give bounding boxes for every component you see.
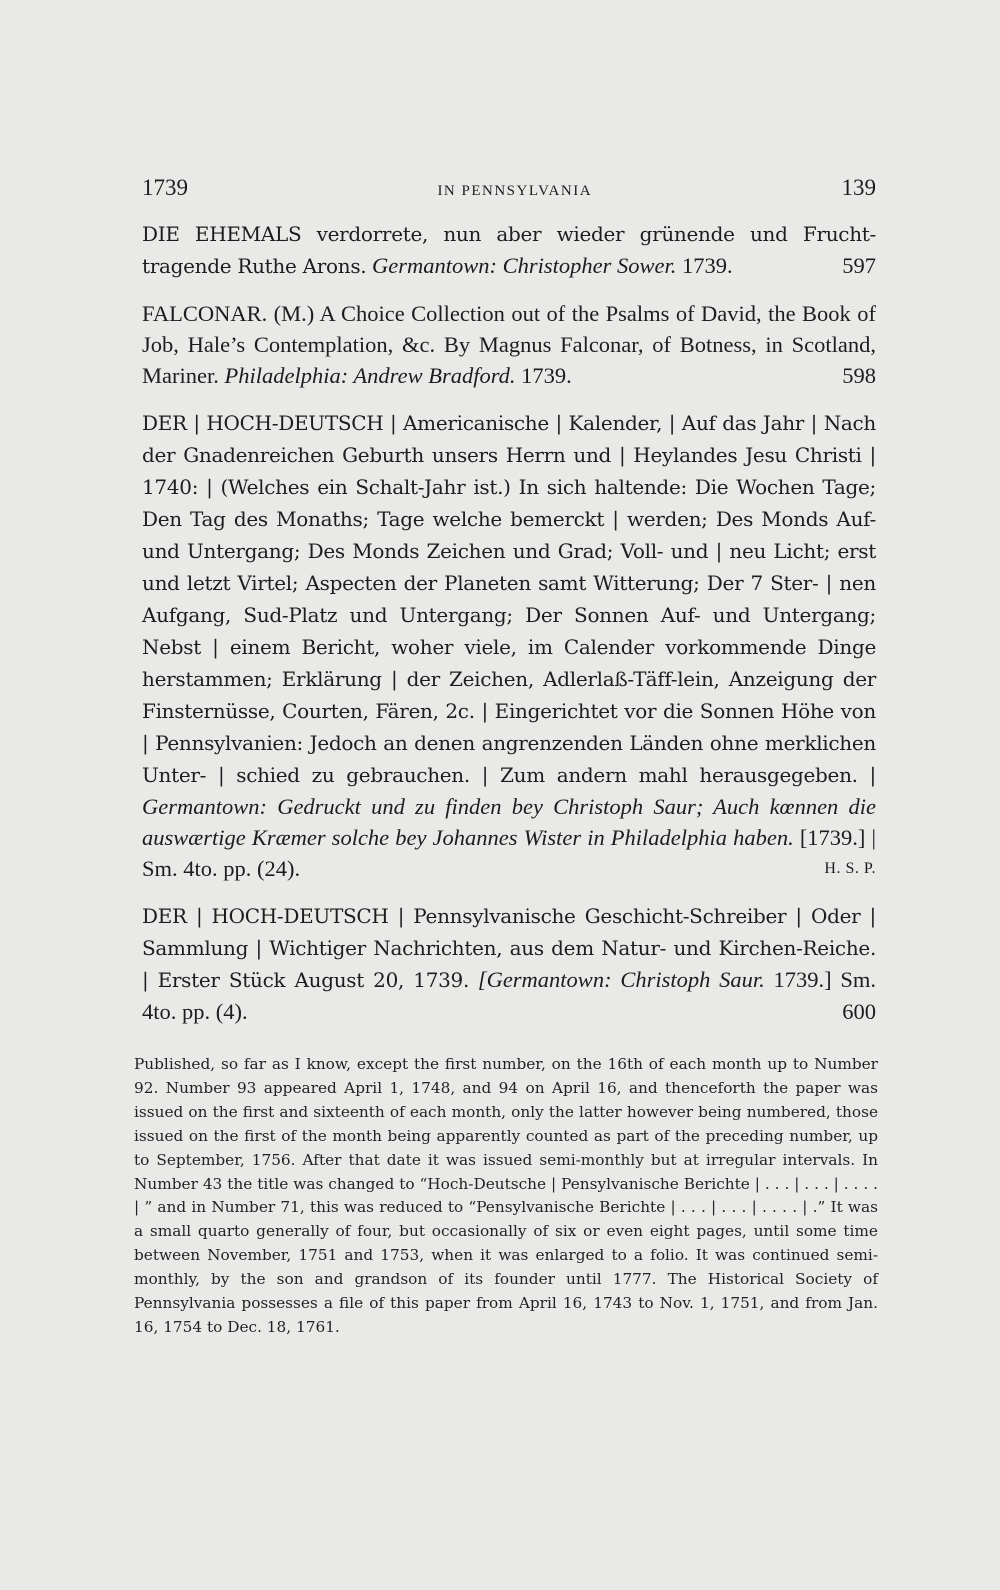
entry-imprint: Germantown: Christopher Sower. [371, 253, 677, 278]
note-text: Published, so far as I know, except the first number, on the 16th of each month up to Number 92. Number 93 appeared April 1, 1748, and 94 on April 16, and thenceforth the paper was issued on the first and sixteenth of each month, only the latter however being numbered, those issued on the first of the month being apparently counted as part of the preceding number, up to September, 1756. After that date it was issued semi-monthly but at irregular intervals. In Number 43 the title was changed to “Hoch-Deutsche | Pensylvanische Berichte | . . . | . . . | . . . . | ” and in Number 71, this was reduced to “Pensylvanische Berichte | . . . | . . . | . . . . | .” It was a small quarto generally of four, but occasionally of six or even eight pages, until some time between November, 1751 and 1753, when it was enlarged to a folio. It was continued semi-monthly, by the son and grandson of its founder until 1777. The Historical Society of Pennsylvania possesses a file of this paper from April 16, 1743 to Nov. 1, 1751, and from Jan. 16, 1754 to Dec. 18, 1761. [134, 1055, 878, 1336]
entry-title: DER | HOCH-DEUTSCH | Americanische | Kalender, | Auf das Jahr | Nach der Gnadenreichen Geburth unsers Herrn und | Heylandes Jesu Christi | 1740: | (Welches ein Schalt-Jahr ist.) In sich haltende: Die Wochen Tage; Den Tag des Monaths; Tage welche bemerckt | werden; Des Monds Auf- und Untergang; Des Monds Zeichen und Grad; Voll- und | neu Licht; erst und letzt Virtel; Aspecten der Planeten samt Witterung; Der 7 Ster- | nen Aufgang, Sud-Platz und Untergang; Der Sonnen Auf- und Untergang; Nebst | einem Bericht, woher viele, im Calender vorkommende Dinge herstammen; Erklärung | der Zeichen, Adlerlaß-Täff-lein, Anzeigung der Finsternüsse, Courten, Fären, 2c. | Eingerichtet vor die Sonnen Höhe von | Pennsylvanien: Jedoch an denen angrenzenden Länden ohne merklichen Unter- | schied zu gebrauchen. | Zum andern mahl herausgegeben. | [142, 411, 876, 787]
entry-year: 1739. [681, 253, 733, 278]
header-title: IN PENNSYLVANIA [437, 183, 593, 199]
entry-imprint: [Germantown: Christoph Saur. [477, 967, 765, 992]
entry-location: H. S. P. [824, 860, 876, 877]
entry-imprint: Philadelphia: Andrew Bradford. [224, 363, 516, 388]
entry-598 [142, 298, 876, 391]
entry-600 [142, 900, 876, 1027]
page-number: 139 [841, 175, 876, 200]
entry-title: DER | HOCH-DEUTSCH | Pennsylvanische Geschicht-Schreiber | Oder | Sammlung | Wichtiger Nachrichten, aus dem Natur- und Kirchen-Reiche. | Erster Stück August 20, 1739. [142, 904, 876, 992]
running-header [142, 175, 876, 205]
entry-number: 597 [842, 253, 876, 278]
entry-title: FALCONAR. (M.) A Choice Collection out of the Psalms of David, the Book of Job, Hale’s Contemplation, &c. By Magnus Falconar, of Botness, in Scotland, Mariner. [142, 301, 876, 388]
entry-599 [142, 407, 876, 884]
entry-year: [1739.] | Sm. 4to. pp. (24). [142, 825, 877, 881]
footnote [134, 1053, 878, 1340]
entry-597 [142, 218, 876, 282]
entry-number: 598 [842, 363, 876, 388]
bibliography-entries [142, 218, 876, 1043]
entry-year: 1739. [521, 363, 572, 388]
entry-title: DIE EHEMALS verdorrete, nun aber wieder grünende und Frucht-tragende Ruthe Arons. [142, 222, 876, 278]
header-year: 1739 [142, 175, 188, 200]
entry-number: 600 [842, 999, 876, 1024]
entry-year: 1739.] Sm. 4to. pp. (4). [142, 967, 877, 1024]
entry-imprint: Germantown: Gedruckt und zu finden bey Christoph Saur; Auch kœnnen die auswærtige Kræmer solche bey Johannes Wister in Philadelphia haben. [142, 794, 876, 850]
